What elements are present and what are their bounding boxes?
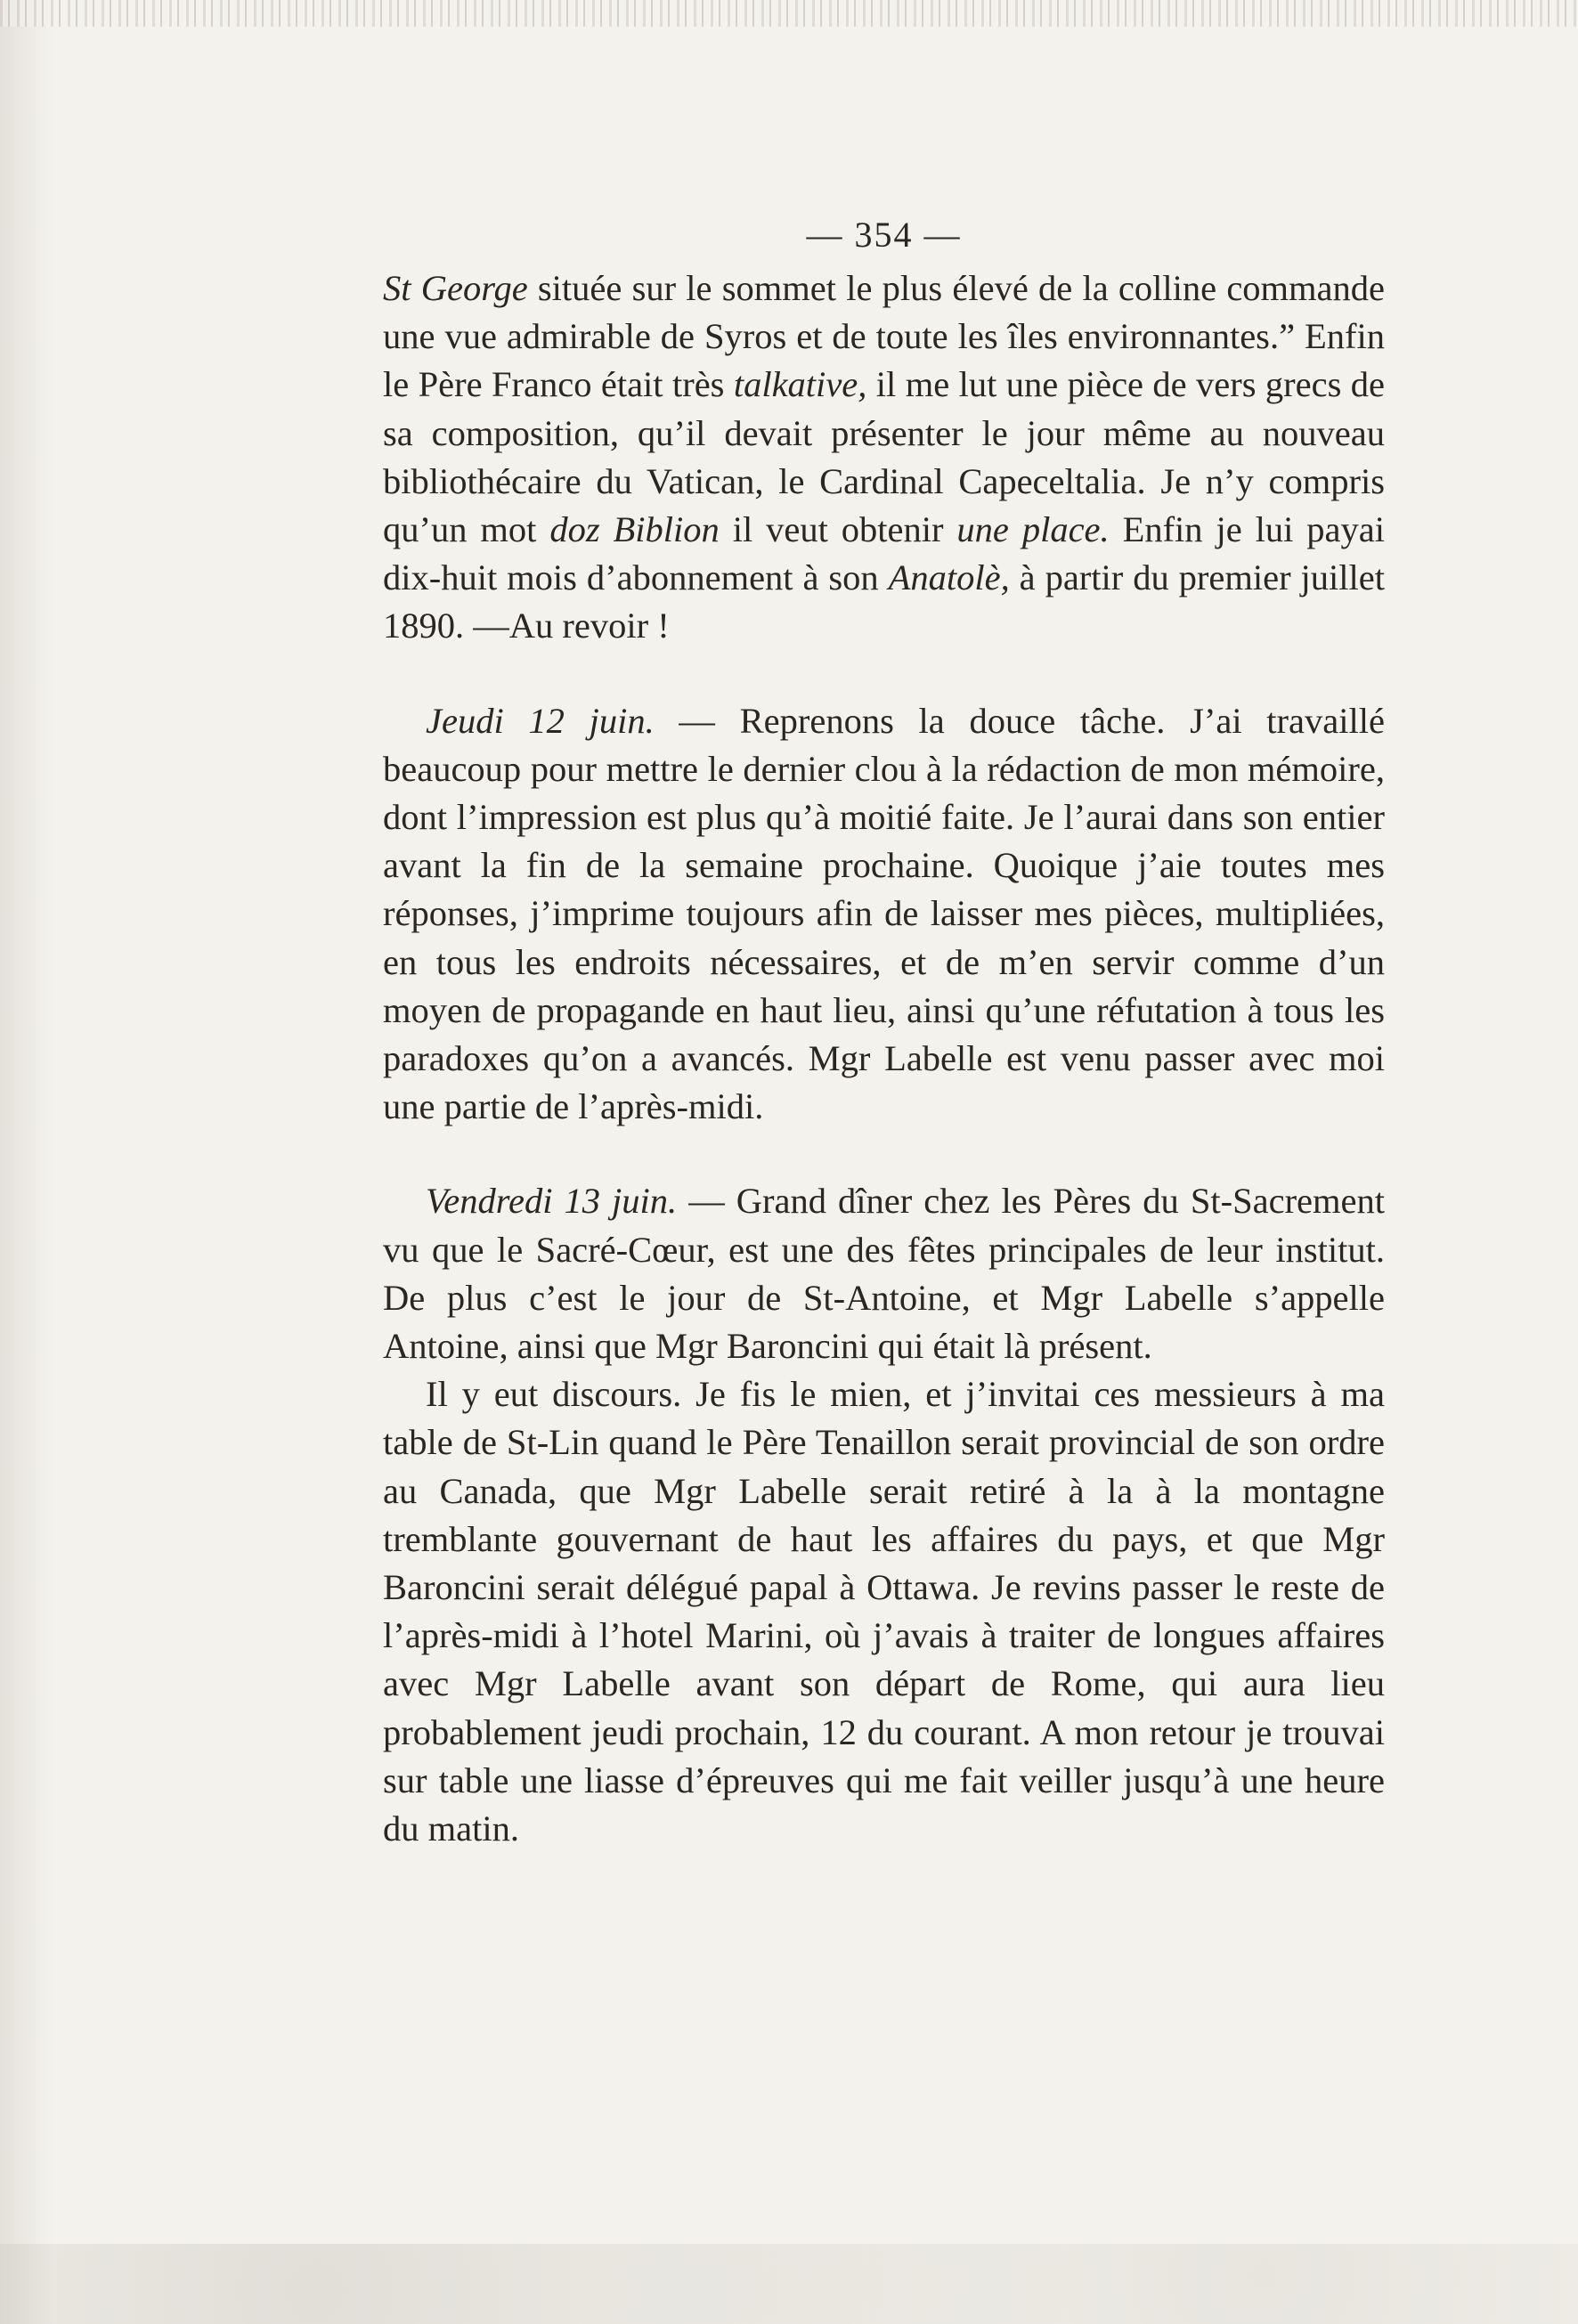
text-span: Anatolè, bbox=[888, 557, 1010, 598]
entry-date: Vendredi 13 juin. bbox=[426, 1181, 678, 1222]
diary-entry-thursday bbox=[383, 697, 1385, 1132]
page-number: — 354 — bbox=[806, 215, 962, 255]
text-span: Enfin je lui payai dix-huit mois d’abonnement à son bbox=[383, 509, 1386, 598]
paragraph-speech bbox=[383, 1370, 1385, 1853]
book-page bbox=[383, 214, 1385, 1853]
entry-text: — Reprenons la douce tâche. J’ai travaillé beaucoup pour mettre le dernier clou à la rédaction de mon mémoire, dont l’impression est plus qu’à moitié faite. Je l’aurai dans son entier avant la fin de la semaine prochaine. Quoique j’aie toutes mes réponses, j’imprime toujours afin de laisser mes pièces, multipliées, en tous les endroits nécessaires, et de m’en servir comme d’un moyen de propagande en haut lieu, ainsi qu’une réfutation à tous les paradoxes qu’on a avancés. Mgr Labelle est venu passer avec moi une partie de l’après-midi. bbox=[383, 700, 1385, 1127]
text-span: située sur le sommet le plus élevé de la colline commande une vue admirable de Syros et de toute les îles environnantes.” Enfin le Père Franco était très bbox=[383, 268, 1386, 405]
scan-bottom-edge bbox=[0, 2244, 1578, 2324]
diary-entry-friday bbox=[383, 1177, 1385, 1370]
entry-text: — Grand dîner chez les Pères du St-Sacrement vu que le Sacré-Cœur, est une des fêtes principales de leur institut. De plus c’est le jour de St-Antoine, et Mgr Labelle s’appelle Antoine, ainsi que Mgr Baroncini qui était là présent. bbox=[383, 1181, 1386, 1367]
scan-top-edge bbox=[0, 0, 1578, 27]
paragraph-continuation bbox=[383, 264, 1385, 651]
text-span: il me lut une pièce de vers grecs de sa composition, qu’il devait présenter le jour même au nouveau bibliothécaire du Vatican, le Cardinal Capeceltalia. Je n’y compris qu’un mot bbox=[383, 364, 1385, 550]
entry-text: Il y eut discours. Je fis le mien, et j’invitai ces messieurs à ma table de St-Lin quand le Père Tenaillon serait provincial de son ordre au Canada, que Mgr Labelle serait retiré à la à la montagne tremblante gouvernant de haut les affaires du pays, et que Mgr Baroncini serait délégué papal à Ottawa. Je revins passer le reste de l’après-midi à l’hotel Marini, où j’avais à traiter de longues affaires avec Mgr Labelle avant son départ de Rome, qui aura lieu probablement jeudi prochain, 12 du courant. A mon retour je trouvai sur table une liasse d’épreuves qui me fait veiller jusqu’à une heure du matin. bbox=[383, 1374, 1385, 1849]
text-span: St George bbox=[383, 268, 528, 308]
text-span: à partir du premier juillet 1890. —Au revoir ! bbox=[383, 557, 1385, 646]
text-span: il veut obtenir bbox=[719, 509, 957, 550]
scan-left-edge bbox=[0, 0, 53, 2324]
text-span: une place. bbox=[956, 509, 1110, 550]
entry-date: Jeudi 12 juin. bbox=[426, 700, 655, 741]
text-span: talkative, bbox=[733, 364, 867, 405]
text-span: doz Biblion bbox=[549, 509, 720, 550]
